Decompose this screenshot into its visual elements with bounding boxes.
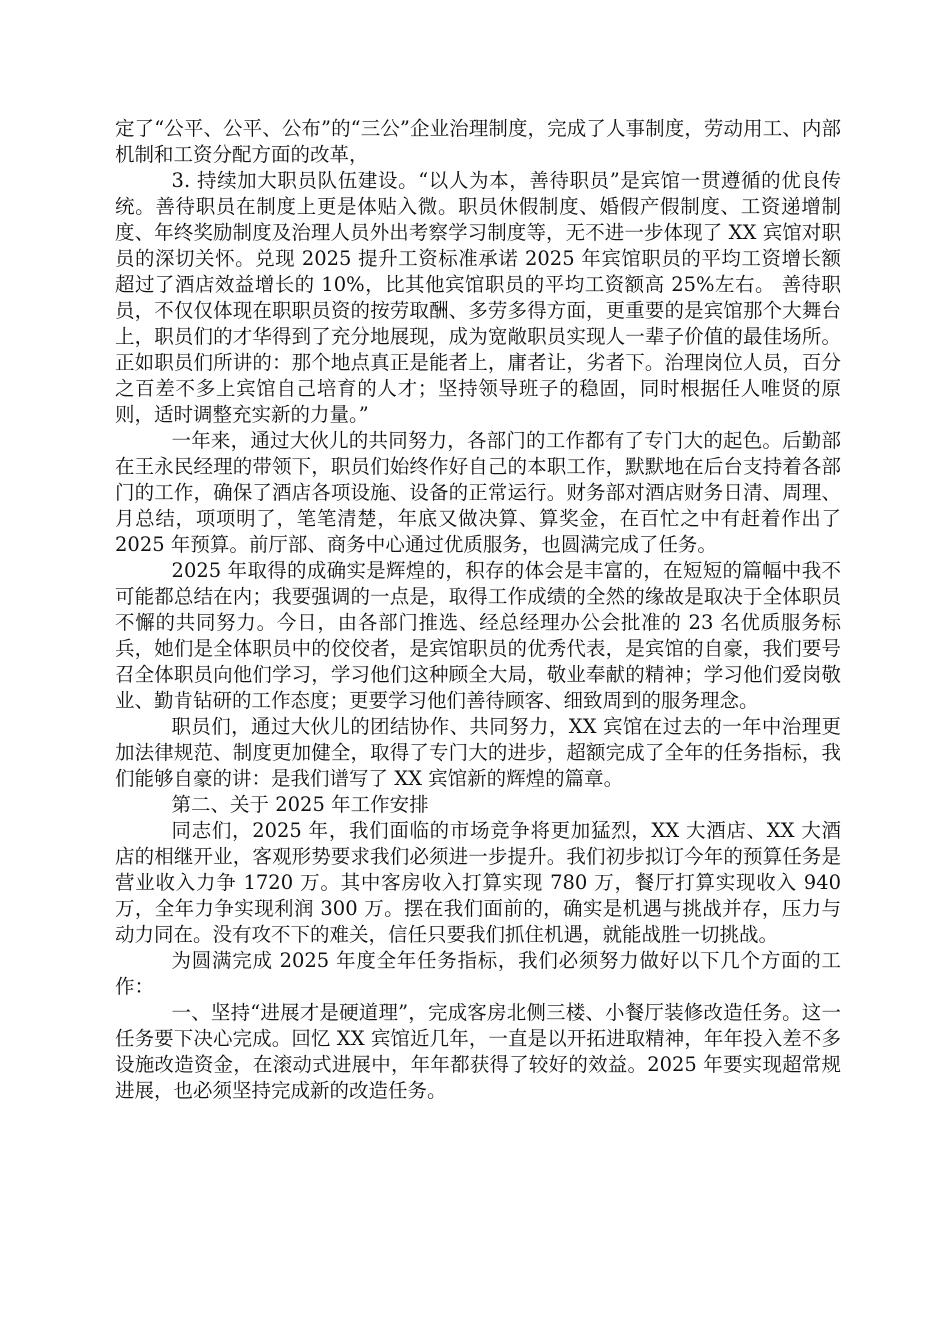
paragraph-5: 职员们，通过大伙儿的团结协作、共同努力，XX 宾馆在过去的一年中治理更加法律规范、制度更加健全，取得了专门大的进步，超额完成了全年的任务指标，我们能够自豪的讲：是我们谱写了 XX 宾馆新的辉煌的篇章。 — [115, 715, 841, 790]
paragraph-8: 一、坚持“进展才是硬道理”，完成客房北侧三楼、小餐厅装修改造任务。这一任务要下决心完成。回忆 XX 宾馆近几年，一直是以开拓进取精神，年年投入差不多设施改造资金，在滚动式进展中，年年都获得了较好的效益。2025 年要实现超常规进展，也必须坚持完成新的改造任务。 — [115, 1001, 841, 1102]
paragraph-6: 同志们，2025 年，我们面临的市场竞争将更加猛烈，XX 大酒店、XX 大酒店的相继开业，客观形势要求我们必须进一步提升。我们初步拟订今年的预算任务是营业收入力争 1720 万。其中客房收入打算实现 780 万，餐厅打算实现收入 940 万，全年力争实现利润 300 万。摆在我们面前的，确实是机遇与挑战并存，压力与动力同在。没有攻不下的难关，信任只要我们抓住机遇，就能战胜一切挑战。 — [115, 819, 841, 946]
section-heading: 第二、关于 2025 年工作安排 — [171, 793, 429, 816]
paragraph-4: 2025 年取得的成确实是辉煌的，积存的体会是丰富的，在短短的篇幅中我不可能都总结在内；我要强调的一点是，取得工作成绩的全然的缘故是取决于全体职员不懈的共同努力。今日，由各部门推选、经总经理办公会批准的 23 名优质服务标兵，她们是全体职员中的佼佼者，是宾馆职员的优秀代表，是宾馆的自豪，我们要号召全体职员向他们学习，学习他们这种顾全大局，敬业奉献的精神；学习他们爱岗敬业、勤肯钻研的工作态度；更要学习他们善待顾客、细致周到的服务理念。 — [115, 559, 841, 712]
paragraph-3: 一年来，通过大伙儿的共同努力，各部门的工作都有了专门大的起色。后勤部在王永民经理的带领下，职员们始终作好自己的本职工作，默默地在后台支持着各部门的工作，确保了酒店各项设施、设备的正常运行。财务部对酒店财务日清、周理、月总结，项项明了，笔笔清楚，年底又做决算、算奖金，在百忙之中有赶着作出了 2025 年预算。前厅部、商务中心通过优质服务，也圆满完成了任务。 — [115, 429, 841, 556]
document-body — [115, 116, 841, 1104]
paragraph-7: 为圆满完成 2025 年度全年任务指标，我们必须努力做好以下几个方面的工作： — [115, 949, 841, 998]
paragraph-1: 定了“公平、公平、公布”的“三公”企业治理制度，完成了人事制度，劳动用工、内部机制和工资分配方面的改革， — [115, 117, 841, 166]
paragraph-2: 3. 持续加大职员队伍建设。“以人为本，善待职员”是宾馆一贯遵循的优良传统。善待职员在制度上更是体贴入微。职员休假制度、婚假产假制度、工资递增制度、年终奖励制度及治理人员外出考察学习制度等，无不进一步体现了 XX 宾馆对职员的深切关怀。兑现 2025 提升工资标准承诺 2025 年宾馆职员的平均工资增长额超过了酒店效益增长的 10%，比其他宾馆职员的平均工资额高 25%左右。 善待职员，不仅仅体现在职职员资的按劳取酬、多劳多得方面，更重要的是宾馆那个大舞台上，职员们的才华得到了充分地展现，成为宽敞职员实现人一辈子价值的最佳场所。正如职员们所讲的：那个地点真正是能者上，庸者让，劣者下。治理岗位人员，百分之百差不多上宾馆自己培育的人才；坚持领导班子的稳固，同时根据任人唯贤的原则，适时调整充实新的力量。” — [115, 169, 841, 426]
